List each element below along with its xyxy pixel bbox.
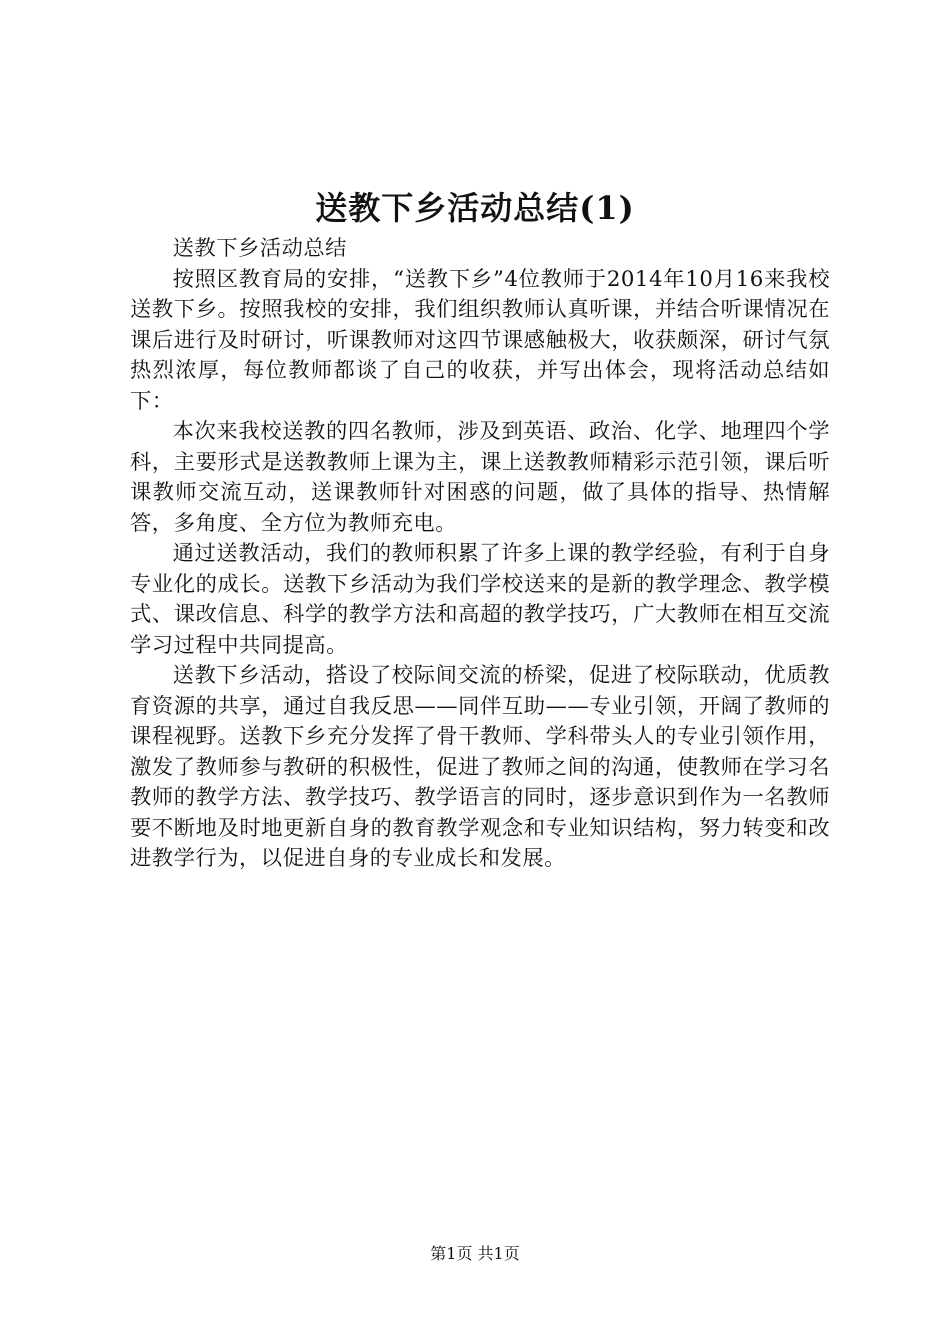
paragraph-subtitle: 送教下乡活动总结 [172,236,347,261]
document-title: 送教下乡活动总结(1) [315,189,635,227]
paragraph-conclusion: 送教下乡活动，搭设了校际间交流的桥梁，促进了校际联动，优质教育资源的共享，通过自我反思——同伴互助——专业引领，开阔了教师的课程视野。送教下乡充分发挥了骨干教师、学科带头人的专业引领作用，激发了教师参与教研的积极性，促进了教师之间的沟通，使教师在学习名教师的教学方法、教学技巧、教学语言的同时，逐步意识到作为一名教师要不断地及时地更新自身的教育教学观念和专业知识结构，努力转变和改进教学行为，以促进自身的专业成长和发展。 [130,663,830,871]
paragraph-teachers: 本次来我校送教的四名教师，涉及到英语、政治、化学、地理四个学科，主要形式是送教教师上课为主，课上送教教师精彩示范引领，课后听课教师交流互动，送课教师针对困惑的问题，做了具体的指导、热情解答，多角度、全方位为教师充电。 [130,419,830,536]
page-number-footer: 第1页 共1页 [430,1244,520,1263]
paragraph-experience: 通过送教活动，我们的教师积累了许多上课的教学经验，有利于自身专业化的成长。送教下乡活动为我们学校送来的是新的教学理念、教学模式、课改信息、科学的教学方法和高超的教学技巧，广大教师在相互交流学习过程中共同提高。 [130,541,830,658]
document-body [130,234,830,875]
paragraph-intro: 按照区教育局的安排，“送教下乡”4位教师于2014年10月16来我校送教下乡。按照我校的安排，我们组织教师认真听课，并结合听课情况在课后进行及时研讨，听课教师对这四节课感触极大，收获颇深，研讨气氛热烈浓厚，每位教师都谈了自己的收获，并写出体会，现将活动总结如下： [130,266,830,414]
